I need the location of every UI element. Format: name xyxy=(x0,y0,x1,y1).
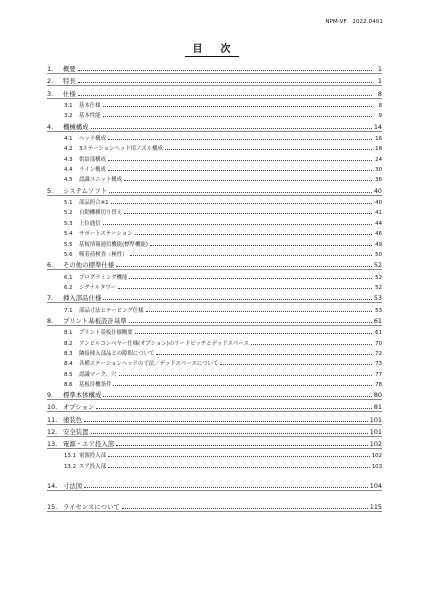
toc-entry-title: 標準本体構成 xyxy=(63,391,102,400)
toc-entry-number: 8.2 xyxy=(64,340,73,347)
toc-entry-title: 電源投入部 xyxy=(79,453,106,460)
toc-section-row[interactable] xyxy=(47,248,382,258)
toc-dot-leader xyxy=(130,255,372,256)
toc-section-row[interactable] xyxy=(47,336,382,346)
toc-dot-leader xyxy=(116,445,368,446)
toc-entry-number: 15. xyxy=(47,503,58,512)
toc-section-row[interactable] xyxy=(47,163,382,173)
toc-entry-number: 5.1 xyxy=(64,200,73,207)
toc-entry-page: 53 xyxy=(373,294,382,303)
toc-dot-leader xyxy=(116,266,372,267)
toc-entry-page: 77 xyxy=(375,371,382,378)
toc-entry-title: システムソフト xyxy=(63,186,108,195)
toc-entry-number: 8.4 xyxy=(64,361,73,368)
toc-dot-leader xyxy=(135,234,372,235)
toc-entry-title: 機械構成 xyxy=(63,122,89,131)
toc-entry-page: 40 xyxy=(373,186,382,195)
toc-dot-leader xyxy=(113,385,372,386)
toc-dot-leader xyxy=(103,224,372,225)
toc-entry-page: 1 xyxy=(377,77,382,86)
toc-entry-number: 14. xyxy=(47,482,58,490)
toc-entry-page: 52 xyxy=(375,274,382,281)
toc-entry-number: 10. xyxy=(47,403,58,412)
toc-entry-title: アンビルコンベヤー仕様(オプション)のリードピッチとデッドスペース xyxy=(79,340,249,347)
toc-entry-number: 13.2 xyxy=(64,463,77,470)
toc-dot-leader xyxy=(165,149,372,150)
toc-dot-leader xyxy=(108,456,370,457)
toc-chapter-row[interactable] xyxy=(47,412,382,424)
toc-entry-title: 各種ステーションヘッドの寸法／デッドスペースについて xyxy=(79,361,219,368)
toc-entry-number: 4.3 xyxy=(64,156,73,163)
toc-chapter-row[interactable] xyxy=(47,314,382,326)
toc-entry-page: 16 xyxy=(375,135,382,142)
toc-entry-number: 5.5 xyxy=(64,241,73,248)
toc-dot-leader xyxy=(103,299,372,300)
toc-section-row[interactable] xyxy=(47,132,382,142)
toc-section-row[interactable] xyxy=(47,206,382,216)
toc-dot-leader xyxy=(146,311,372,312)
table-of-contents xyxy=(47,62,382,512)
toc-entry-title: 基本仕様 xyxy=(79,102,101,109)
toc-section-row[interactable] xyxy=(47,357,382,367)
toc-entry-number: 4.1 xyxy=(64,135,73,142)
toc-dot-leader xyxy=(108,170,372,171)
toc-entry-number: 12. xyxy=(47,427,58,436)
toc-entry-page: 102 xyxy=(371,453,382,460)
toc-entry-title: 自動機種切り替え xyxy=(79,210,123,217)
toc-entry-title: オプション xyxy=(63,403,95,412)
toc-entry-page: 70 xyxy=(375,340,382,347)
toc-entry-page: 78 xyxy=(375,382,382,389)
toc-section-row[interactable] xyxy=(47,216,382,226)
toc-entry-page: 103 xyxy=(371,463,382,470)
toc-dot-leader xyxy=(84,487,368,488)
toc-entry-page: 49 xyxy=(375,241,382,248)
toc-section-row[interactable] xyxy=(47,173,382,183)
toc-chapter-row[interactable] xyxy=(47,479,382,491)
toc-entry-page: 72 xyxy=(375,350,382,357)
toc-section-row[interactable] xyxy=(47,109,382,119)
toc-dot-leader xyxy=(129,322,372,323)
toc-dot-leader xyxy=(251,344,372,345)
toc-dot-leader xyxy=(78,95,372,96)
toc-chapter-row[interactable] xyxy=(47,62,382,74)
toc-chapter-row[interactable] xyxy=(47,74,382,86)
toc-entry-number: 11. xyxy=(47,415,58,424)
toc-entry-title: 基板情報通信機能(標準機能) xyxy=(79,241,148,248)
toc-entry-page: 14 xyxy=(373,122,382,131)
toc-entry-title: その他の標準仕様 xyxy=(63,261,115,270)
toc-section-row[interactable] xyxy=(47,378,382,388)
toc-entry-title: プリント基板仕様概要 xyxy=(79,330,133,337)
toc-dot-leader xyxy=(91,128,372,129)
toc-dot-leader xyxy=(84,421,368,422)
document-code: NPM-VF 2022.0401 xyxy=(325,19,383,25)
toc-entry-title: 隣接挿入部品との隙間について xyxy=(79,350,155,357)
toc-entry-page: 50 xyxy=(375,252,382,259)
toc-section-row[interactable] xyxy=(47,227,382,237)
toc-entry-number: 6. xyxy=(47,261,54,270)
toc-entry-title: 上位通信 xyxy=(79,220,101,227)
toc-section-row[interactable] xyxy=(47,326,382,336)
toc-entry-page: 53 xyxy=(375,307,382,314)
toc-entry-page: 61 xyxy=(375,330,382,337)
toc-section-row[interactable] xyxy=(47,347,382,357)
toc-dot-leader xyxy=(108,467,370,468)
toc-entry-number: 8.3 xyxy=(64,350,73,357)
toc-dot-leader xyxy=(109,192,372,193)
toc-dot-leader xyxy=(103,396,372,397)
toc-entry-title: エア投入部 xyxy=(79,463,106,470)
toc-entry-page: 46 xyxy=(375,231,382,238)
toc-entry-number: 8. xyxy=(47,316,54,325)
toc-entry-page: 8 xyxy=(378,102,382,109)
toc-entry-number: 6.2 xyxy=(64,284,73,291)
toc-dot-leader xyxy=(118,288,372,289)
toc-entry-page: 73 xyxy=(375,361,382,368)
toc-section-row[interactable] xyxy=(47,196,382,206)
toc-entry-title: プリント基板設計基準 xyxy=(63,316,127,325)
toc-chapter-row[interactable] xyxy=(47,119,382,131)
toc-dot-leader xyxy=(129,278,372,279)
toc-dot-leader xyxy=(78,70,372,71)
toc-entry-number: 5. xyxy=(47,186,54,195)
toc-entry-page: 115 xyxy=(369,503,382,512)
toc-entry-page: 1 xyxy=(377,65,382,74)
toc-entry-page: 52 xyxy=(375,284,382,291)
toc-entry-title: ヘッド構成 xyxy=(79,135,106,142)
toc-section-row[interactable] xyxy=(47,281,382,291)
toc-dot-leader xyxy=(91,433,368,434)
toc-entry-number: 8.5 xyxy=(64,371,73,378)
toc-dot-leader xyxy=(108,139,372,140)
toc-entry-number: 1. xyxy=(47,65,54,74)
toc-section-row[interactable] xyxy=(47,142,382,152)
toc-entry-number: 13. xyxy=(47,440,58,449)
toc-chapter-row[interactable] xyxy=(47,183,382,195)
toc-section-row[interactable] xyxy=(47,237,382,247)
toc-entry-number: 2. xyxy=(47,77,54,86)
toc-entry-title: 概要 xyxy=(63,65,76,74)
toc-entry-title: 安全装置 xyxy=(63,427,89,436)
toc-section-row[interactable] xyxy=(47,303,382,313)
toc-entry-title: 寸法図 xyxy=(63,482,83,490)
toc-entry-page: 24 xyxy=(375,156,382,163)
toc-entry-page: 9 xyxy=(378,113,382,120)
toc-entry-title: シグナルタワー xyxy=(79,284,117,291)
toc-entry-page: 36 xyxy=(375,177,382,184)
toc-entry-title: サポートステーション xyxy=(79,231,133,238)
toc-entry-title: 特長 xyxy=(63,77,76,86)
toc-entry-page: 101 xyxy=(369,415,382,424)
toc-entry-title: 塗装色 xyxy=(63,415,83,424)
toc-entry-title: 吸着前検査（極性） xyxy=(79,252,128,259)
toc-entry-number: 8.6 xyxy=(64,382,73,389)
toc-dot-leader xyxy=(150,245,372,246)
toc-dot-leader xyxy=(108,160,372,161)
toc-section-row[interactable] xyxy=(47,459,382,469)
toc-section-row[interactable] xyxy=(47,99,382,109)
toc-chapter-row[interactable] xyxy=(47,388,382,400)
toc-entry-title: 認識ユニット構成 xyxy=(79,177,122,184)
toc-entry-page: 104 xyxy=(369,482,382,490)
toc-dot-leader xyxy=(96,408,371,409)
toc-chapter-row[interactable] xyxy=(47,425,382,437)
toc-entry-number: 5.6 xyxy=(64,252,73,259)
toc-entry-page: 102 xyxy=(369,440,382,449)
toc-entry-page: 8 xyxy=(377,89,382,98)
toc-entry-page: 80 xyxy=(373,391,382,400)
toc-entry-number: 5.3 xyxy=(64,220,73,227)
toc-entry-number: 4. xyxy=(47,122,54,131)
toc-dot-leader xyxy=(111,203,372,204)
toc-chapter-row[interactable] xyxy=(47,437,382,449)
toc-section-row[interactable] xyxy=(47,449,382,459)
toc-entry-number: 5.2 xyxy=(64,210,73,217)
toc-chapter-row[interactable] xyxy=(47,500,382,512)
toc-entry-number: 3. xyxy=(47,89,54,98)
toc-entry-number: 4.2 xyxy=(64,146,73,153)
toc-entry-title: 3ステーションヘッド用ノズル構成 xyxy=(79,146,163,153)
toc-dot-leader xyxy=(135,333,372,334)
toc-chapter-row[interactable] xyxy=(47,258,382,270)
toc-entry-page: 52 xyxy=(373,261,382,270)
toc-entry-title: 電源・エア投入部 xyxy=(63,440,115,449)
toc-entry-title: 認識マーク、穴 xyxy=(79,371,117,378)
toc-section-row[interactable] xyxy=(47,270,382,280)
toc-dot-leader xyxy=(122,508,368,509)
toc-entry-page: 101 xyxy=(369,427,382,436)
toc-dot-leader xyxy=(124,213,372,214)
toc-entry-title: 供給部構成 xyxy=(79,156,106,163)
toc-entry-number: 7.1 xyxy=(64,307,73,314)
toc-entry-page: 81 xyxy=(373,403,382,412)
toc-entry-page: 18 xyxy=(375,146,382,153)
toc-entry-number: 3.1 xyxy=(64,102,73,109)
toc-dot-leader xyxy=(124,180,372,181)
toc-chapter-row[interactable] xyxy=(47,86,382,98)
toc-dot-leader xyxy=(78,82,372,83)
toc-entry-page: 30 xyxy=(375,167,382,174)
toc-entry-title: 仕様 xyxy=(63,89,76,98)
toc-entry-page: 40 xyxy=(375,200,382,207)
toc-entry-number: 3.2 xyxy=(64,113,73,120)
toc-dot-leader xyxy=(103,116,372,117)
toc-entry-title: 部品照合※1 xyxy=(79,200,109,207)
toc-entry-page: 61 xyxy=(373,316,382,325)
toc-chapter-row[interactable] xyxy=(47,291,382,303)
toc-dot-leader xyxy=(156,354,372,355)
toc-dot-leader xyxy=(220,364,372,365)
toc-section-row[interactable] xyxy=(47,152,382,162)
toc-section-row[interactable] xyxy=(47,367,382,377)
toc-entry-title: 挿入部品仕様 xyxy=(63,294,102,303)
toc-entry-number: 9. xyxy=(47,391,54,400)
toc-entry-number: 8.1 xyxy=(64,330,73,337)
toc-entry-title: 部品寸法とテーピング仕様 xyxy=(79,307,144,314)
toc-entry-title: 基板待機条件 xyxy=(79,382,112,389)
toc-entry-title: プログラミング機能 xyxy=(79,274,128,281)
toc-entry-number: 4.5 xyxy=(64,177,73,184)
toc-entry-title: 基本性能 xyxy=(79,113,101,120)
toc-entry-page: 44 xyxy=(375,220,382,227)
toc-dot-leader xyxy=(119,375,372,376)
page-title: 目 次 xyxy=(0,40,423,55)
toc-entry-title: ライセンスについて xyxy=(63,503,120,512)
toc-entry-title: ライン構成 xyxy=(79,167,106,174)
toc-entry-number: 5.4 xyxy=(64,231,73,238)
toc-dot-leader xyxy=(103,106,372,107)
toc-entry-number: 7. xyxy=(47,294,54,303)
toc-entry-number: 13.1 xyxy=(64,453,77,460)
toc-entry-number: 4.4 xyxy=(64,167,73,174)
toc-chapter-row[interactable] xyxy=(47,400,382,412)
toc-entry-page: 41 xyxy=(375,210,382,217)
toc-entry-number: 6.1 xyxy=(64,274,73,281)
